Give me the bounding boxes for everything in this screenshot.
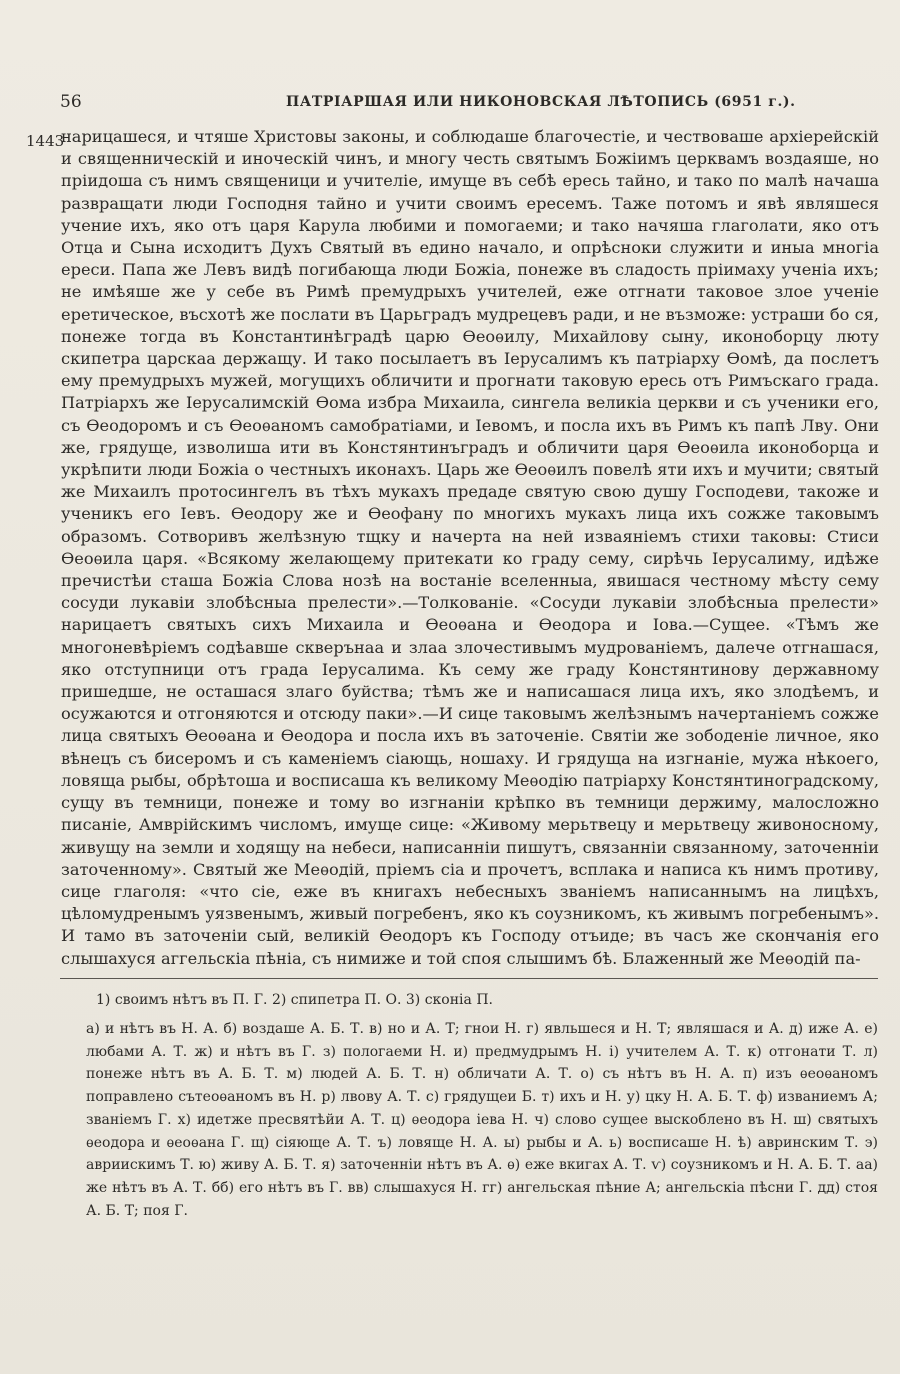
footnotes-lettered: а) и нѣтъ въ Н. А. б) воздаше А. Б. Т. в) но и А. Т; гнои Н. г) явльшеся и Н. Т; являшася и А. д) иже А. е) любами А. Т. ж) и нѣтъ въ Г. з) пологаеми Н. и) предмудрымъ Н. і) учителем А. Т. к) отгонати Т. л) понеже нѣтъ въ А. Б. Т. м) людей А. Б. Т. н) обличати А. Т. о) съ нѣтъ въ Н. А. п) изъ ѳеоѳаномъ поправлено сътеоѳаномъ въ Н. р) лвову А. Т. с) грядущеи Б. т) ихъ и Н. у) цку Н. А. Б. Т. ф) изваниемъ А; званіемъ Г. х) идетже пресвятѣйи А. Т. ц) ѳеодора іева Н. ч) слово сущее выскоблено въ Н. ш) святыхъ ѳеодора и ѳеоѳана Г. щ) сіяюще А. Т. ъ) ловяще Н. А. ы) рыбы и А. ь) восписаше Н. ѣ) авринским Т. э) авриискимъ Т. ю) живу А. Б. Т. я) заточенніи нѣтъ въ А. ѳ) еже вкигах А. Т. ѵ) соузникомъ и Н. А. Б. Т. аа) же нѣтъ въ А. Т. бб) его нѣтъ въ Г. вв) слышахуся Н. гг) ангельская пѣние А; ангельскіа пѣсни Г. дд) стоя А. Б. Т; поя Г. xyxy=(86,1021,878,1219)
body-text: нарицашеся, и чтяше Христовы законы, и соблюдаше благочестіе, и чествоваше архіерейскій и священническій и иноческій чинъ, и многу честь святымъ Божіимъ церквамъ воздаяше, но прiидоша съ нимъ священици и учителіе, имуще въ себѣ ересь тайно, и тако по малѣ начаша развращати люди Господня тайно и учити своимъ ересемъ. Таже потомъ и явѣ являшеся учение ихъ, яко отъ царя Карула любими и помогаеми; и тако начяша глаголати, яко отъ Отца и Сына исходитъ Духъ Святый въ едино начало, и опрѣсноки служити и иныа многіа ереси. Папа же Левъ видѣ погибающа люди Божіа, понеже въ сладость пріимаху ученіа ихъ; не имѣяше же у себе въ Римѣ премудрыхъ учителей, еже отгнати таковое злое ученіе еретическое, въсхотѣ же послати въ Царьградъ мудрецевъ ради, и не възможе: устраши бо ся, понеже тогда въ Константинѣградѣ царю Ѳеоѳилу, Михайлову сыну, иконоборцу люту скипетра царскаа держащу. И тако посылаетъ въ Іерусалимъ къ патріарху Ѳомѣ, да послетъ ему премудрыхъ мужей, могущихъ обличити и прогнати таковую ересь отъ Римъскаго града. Патріархъ же Іерусалимскій Ѳома избра Михаила, сингела великіа церкви и съ ученики его, съ Ѳеодоромъ и съ Ѳеоѳаномъ самобратіами, и Іевомъ, и посла ихъ въ Римъ къ папѣ Лву. Они же, грядуще, изволиша ити въ Констянтинъградъ и обличити царя Ѳеоѳила иконоборца и укрѣпити люди Божіа о честныхъ иконахъ. Царь же Ѳеоѳилъ повелѣ яти ихъ и мучити; святый же Михаилъ протосингелъ въ тѣхъ мукахъ предаде святую свою душу Господеви, такоже и ученикъ его Іевъ. Ѳеодору же и Ѳеофану по многихъ мукахъ лица ихъ сожже таковымъ образомъ. Сотворивъ желѣзную тщку и начерта на ней изваяніемъ стихи таковы: Стиси Ѳеоѳила царя. «Всякому желающему притекати ко граду сему, сирѣчь Іерусалиму, идѣже пречистѣи сташа Божіа Слова нозѣ на востаніе вселенныа, явишася честному мѣсту сему сосуди лукавіи злобѣсныа прелести».—Толкованіе. «Сосуди лукавіи злобѣсныа прелести» нарицаетъ святыхъ сихъ Михаила и Ѳеоѳана и Ѳеодора и Іова.—Сущее. «Тѣмъ же многоневѣріемъ содѣавше скверънаа и злаа злочестивымъ мудрованіемъ, далече отгнашася, яко отступници отъ града Іерусалима. Къ сему же граду Констянтинову державному пришедше, не осташася злаго буйства; тѣмъ же и написашася лица ихъ, яко злодѣемъ, и осужаются и отгоняются и отсюду паки».—И сице таковымъ желѣзнымъ начертаніемъ сожже лица святыхъ Ѳеоѳана и Ѳеодора и посла ихъ въ заточеніе. Святіи же зободеніе личное, яко вѣнецъ съ бисеромъ и съ каменіемъ сіающь, ношаху. И грядуща на изгнаніе, мужа нѣкоего, ловяща рыбы, обрѣтоша и восписаша къ великому Меѳодію патріарху Констянтиноградскому, сущу въ темници, понеже и тому во изгнаніи крѣпко въ темници держиму, малосложно писаніе, Амврійскимъ числомъ, имуще сице: «Живому мерьтвецу и мерьтвецу живоносному, живущу на земли и ходящу на небеси, написанніи пишутъ, связанніи связанному, заточенніи заточенному». Святый же Меѳодій, пріемъ сіа и прочетъ, всплака и написа къ нимъ противу, сице глаголя: «что сіе, еже въ книгахъ небесныхъ званіемъ написаннымъ на лицѣхъ, цѣломудренымъ уязвенымъ, живый погребенъ, яко къ соузникомъ, къ живымъ погребенымъ». И тамо въ заточеніи сый, великій Ѳеодоръ къ Господу отъиде; въ часъ же скончанія его слышахуся аггельскіа пѣніа, съ нимиже и той споя слышимъ бѣ. Блаженный же Меѳодій па- xyxy=(61,127,879,968)
page-number: 56 xyxy=(60,92,82,112)
footnotes-numbered: 1) своимъ нѣтъ въ П. Г. 2) спипетра П. О. 3) сконіа П. xyxy=(96,992,493,1008)
footnote-divider xyxy=(60,978,878,979)
margin-year: 1443 xyxy=(26,132,65,150)
running-title: ПАТРІАРШАЯ ИЛИ НИКОНОВСКАЯ ЛѢТОПИСЬ (6951 г.). xyxy=(286,94,796,110)
page-header xyxy=(60,92,860,116)
